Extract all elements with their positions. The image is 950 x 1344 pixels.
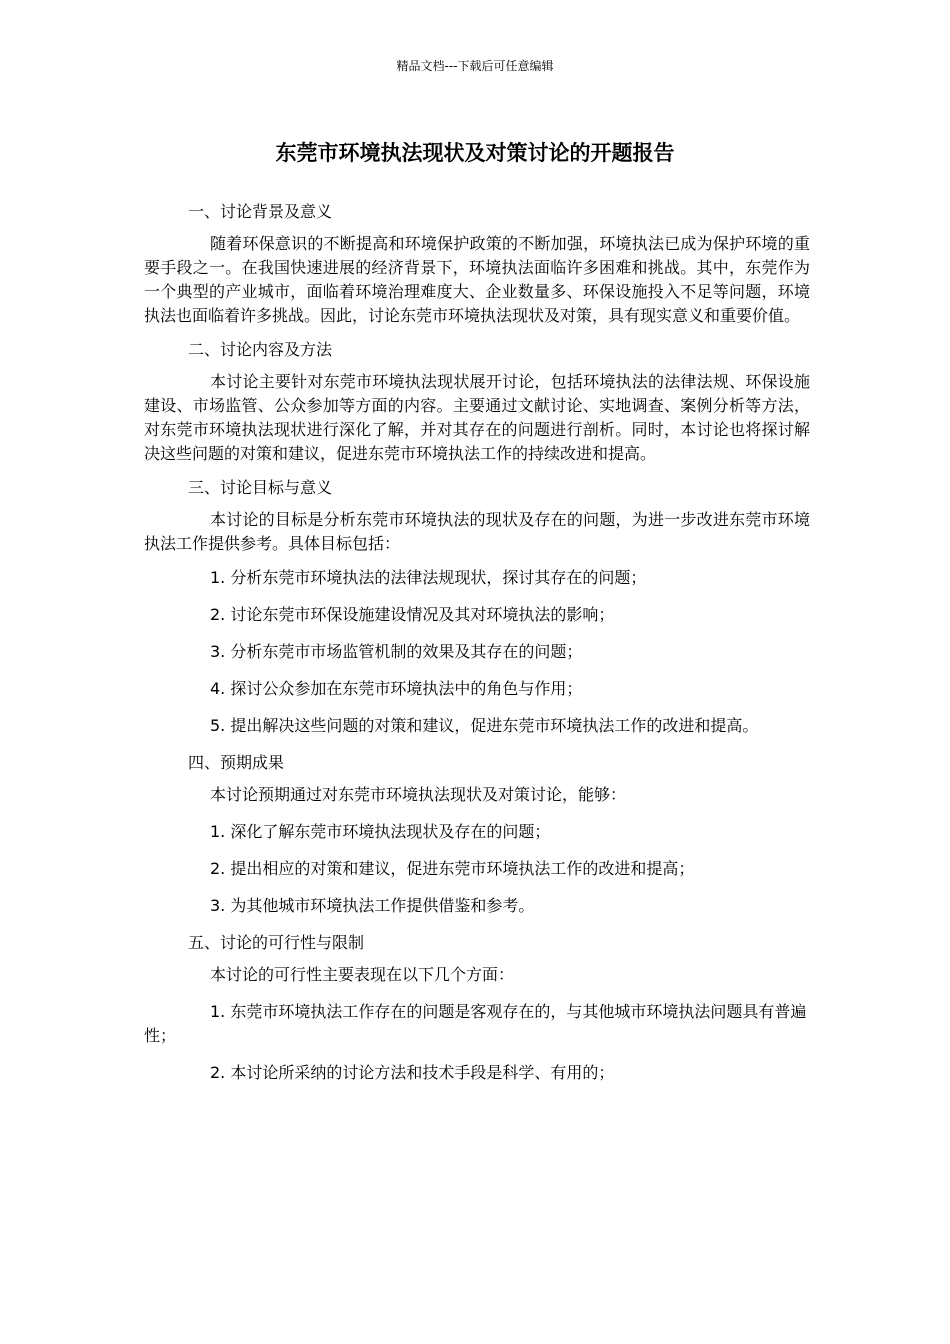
section-paragraph-expected-results: 本讨论预期通过对东莞市环境执法现状及对策讨论，能够： (210, 785, 627, 804)
section-heading-expected-results: 四、预期成果 (188, 753, 285, 772)
section-paragraph-goals: 本讨论的目标是分析东莞市环境执法的现状及存在的问题，为进一步改进东莞市环境执法工作提供参考。具体目标包括： (144, 510, 810, 553)
section-paragraph-feasibility: 本讨论的可行性主要表现在以下几个方面： (210, 965, 515, 984)
section-heading-content-methods: 二、讨论内容及方法 (188, 340, 333, 359)
list-item: 3. 为其他城市环境执法工作提供借鉴和参考。 (210, 896, 535, 915)
section-paragraph-content-methods: 本讨论主要针对东莞市环境执法现状展开讨论，包括环境执法的法律法规、环保设施建设、市场监管、公众参加等方面的内容。主要通过文献讨论、实地调查、案例分析等方法，对东莞市环境执法现状进行深化了解，并对其存在的问题进行剖析。同时，本讨论也将探讨解决这些问题的对策和建议，促进东莞市环境执法工作的持续改进和提高。 (144, 372, 810, 463)
list-item: 3. 分析东莞市市场监管机制的效果及其存在的问题； (210, 642, 583, 661)
document-title: 东莞市环境执法现状及对策讨论的开题报告 (275, 141, 675, 165)
section-heading-feasibility: 五、讨论的可行性与限制 (188, 933, 365, 952)
list-item: 1. 深化了解东莞市环境执法现状及存在的问题； (210, 822, 551, 841)
list-item: 2. 本讨论所采纳的讨论方法和技术手段是科学、有用的； (210, 1063, 615, 1082)
section-heading-goals: 三、讨论目标与意义 (188, 478, 333, 497)
list-item: 1. 分析东莞市环境执法的法律法规现状，探讨其存在的问题； (210, 568, 647, 587)
list-item: 2. 提出相应的对策和建议，促进东莞市环境执法工作的改进和提高； (210, 859, 695, 878)
list-item: 5. 提出解决这些问题的对策和建议，促进东莞市环境执法工作的改进和提高。 (210, 716, 759, 735)
list-item: 1. 东莞市环境执法工作存在的问题是客观存在的，与其他城市环境执法问题具有普遍性； (144, 1002, 807, 1045)
header-note: 精品文档---下载后可任意编辑 (396, 59, 554, 73)
document-body (144, 200, 810, 1098)
section-paragraph-background: 随着环保意识的不断提高和环境保护政策的不断加强，环境执法已成为保护环境的重要手段之一。在我国快速进展的经济背景下，环境执法面临许多困难和挑战。其中，东莞作为一个典型的产业城市，面临着环境治理难度大、企业数量多、环保设施投入不足等问题，环境执法也面临着许多挑战。因此，讨论东莞市环境执法现状及对策，具有现实意义和重要价值。 (144, 234, 810, 325)
list-item: 4. 探讨公众参加在东莞市环境执法中的角色与作用； (210, 679, 583, 698)
section-heading-background: 一、讨论背景及意义 (188, 202, 333, 221)
list-item: 2. 讨论东莞市环保设施建设情况及其对环境执法的影响； (210, 605, 615, 624)
